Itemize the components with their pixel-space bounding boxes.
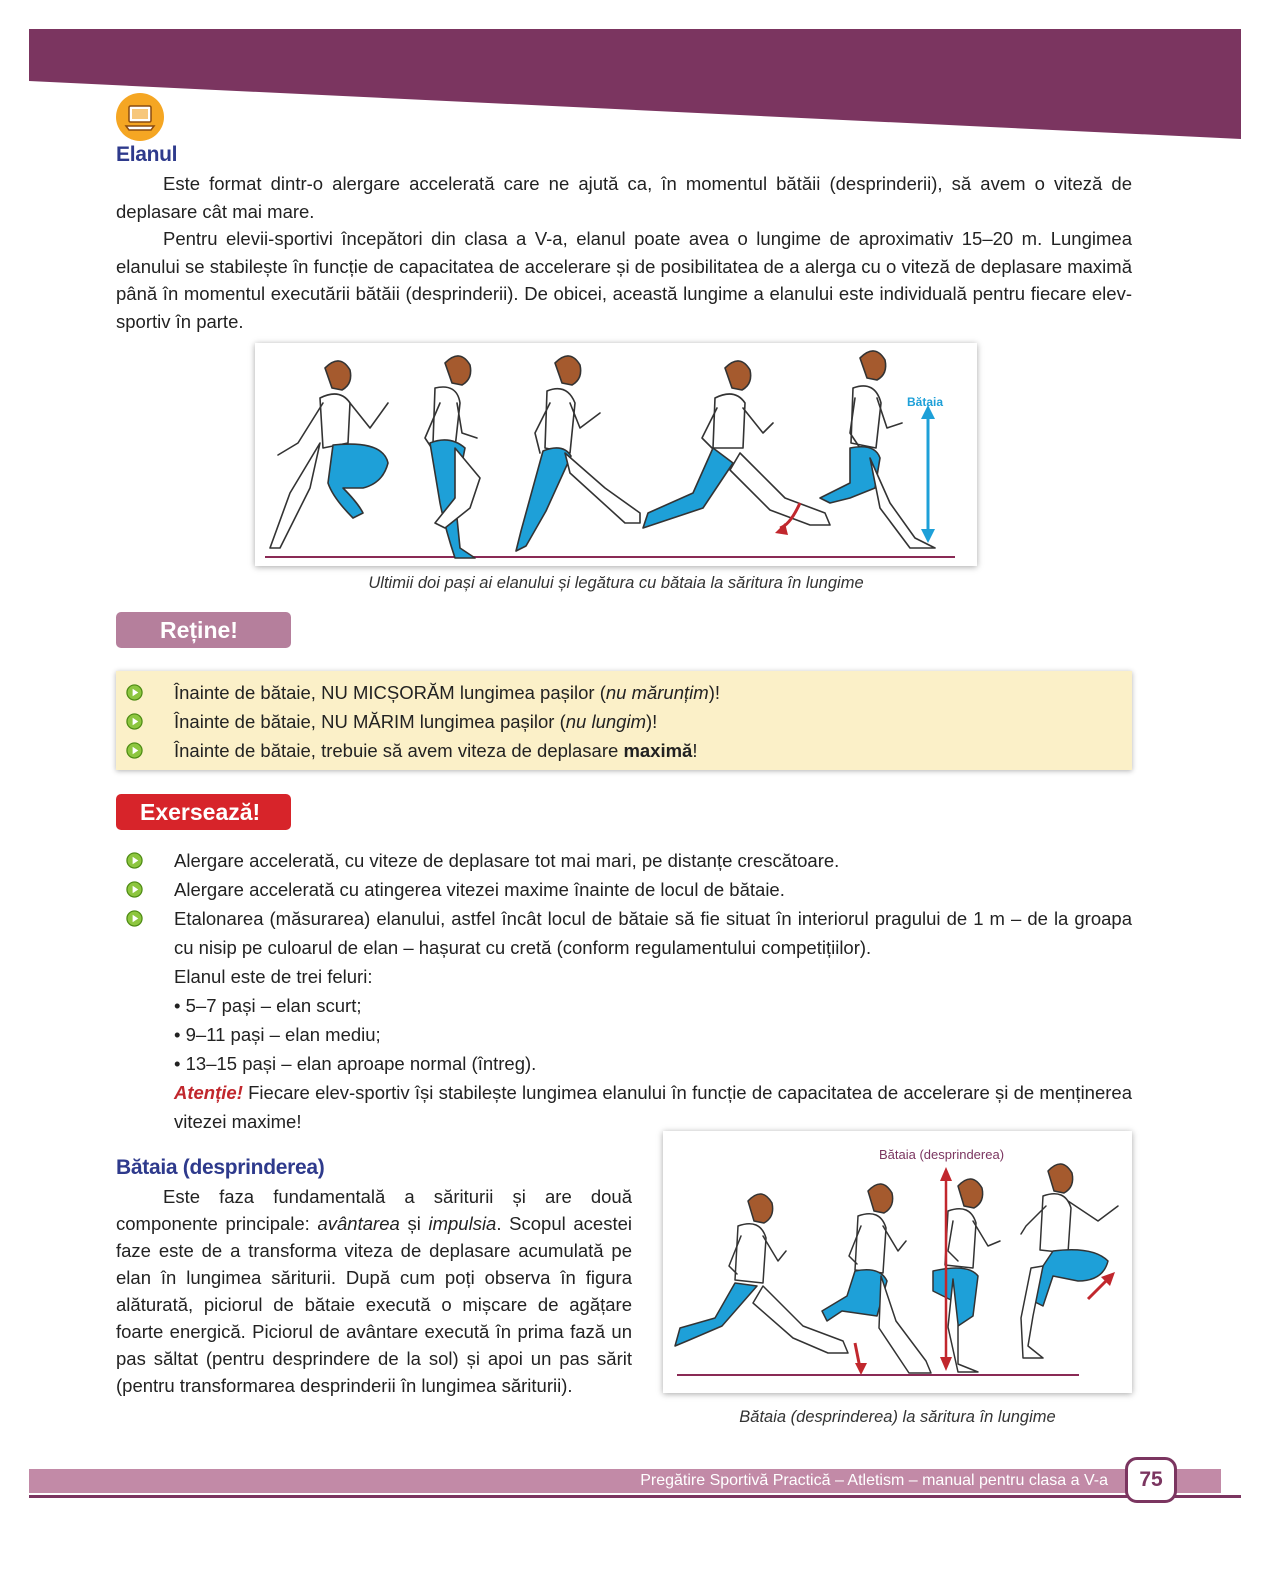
computer-icon (116, 93, 164, 141)
takeoff-illustration (663, 1131, 1132, 1393)
exerseaza-item: Alergare accelerată cu atingerea vitezei maxime înainte de locul de bătaie. (116, 875, 1132, 904)
takeoff-runner-figure (675, 1164, 1118, 1373)
elan-type-item: • 13–15 pași – elan aproape normal (întreg). (174, 1053, 537, 1074)
elan-type-item: • 9–11 pași – elan mediu; (174, 1024, 381, 1045)
section-title-elanul: Elanul (116, 143, 178, 166)
figure2-caption: Bătaia (desprinderea) la săritura în lungime (739, 1408, 1056, 1426)
bataia-label: Bătaia (907, 395, 944, 409)
page-number: 75 (1125, 1457, 1177, 1503)
bataia-text (116, 1183, 632, 1399)
bullet-icon (126, 713, 143, 730)
bullet-icon (126, 881, 143, 898)
exerseaza-content (116, 846, 1132, 1136)
runner-figure (270, 351, 935, 558)
exerseaza-item: Etalonarea (măsurarea) elanului, astfel încât locul de bătaie să fie situat în interiorul pragului de 1 m – de la groapa cu nisip pe culoarul de elan – hașurat cu cretă (conform regulamentului competițiilor). (116, 904, 1132, 962)
bullet-icon (126, 742, 143, 759)
exerseaza-item: Alergare accelerată, cu viteze de deplasare tot mai mari, pe distanțe crescătoare. (116, 846, 1132, 875)
bataia-desprinderea-label: Bătaia (desprinderea) (879, 1147, 1005, 1162)
elanul-paragraph-1: Este format dintr-o alergare accelerată care ne ajută ca, în momentul bătăii (desprinderii), să avem o viteză de deplasare cât mai mare. (116, 173, 1132, 222)
figure1-caption: Ultimii doi pași ai elanului și legătura cu bătaia la săritura în lungime (368, 574, 864, 592)
bullet-icon (126, 684, 143, 701)
atentie-label: Atenție! (174, 1082, 243, 1103)
elanul-paragraph-2: Pentru elevii-sportivi începători din clasa a V-a, elanul poate avea o lungime de aproximativ 15–20 m. Lungimea elanului se stabilește în funcție de capacitatea de accelerare și de posibilitatea de a alerga cu o viteză de deplasare maximă până în momentul executării bătăii (desprinderii). De obicei, această lungime a elanului este individuală pentru fiecare elev-sportiv în parte. (116, 228, 1132, 332)
bullet-icon (126, 910, 143, 927)
retine-item: Înainte de bătaie, trebuie să avem viteza de deplasare maximă! (116, 736, 1132, 765)
figure-takeoff (663, 1131, 1132, 1393)
exerseaza-tag: Exersează! (116, 794, 291, 830)
header-band (29, 29, 1241, 139)
retine-item: Înainte de bătaie, NU MICȘORĂM lungimea pașilor (nu mărunțim)! (116, 678, 1132, 707)
footer-text: Pregătire Sportivă Practică – Atletism – manual pentru clasa a V-a (640, 1472, 1108, 1489)
retine-tag: Reține! (116, 612, 291, 648)
bullet-icon (126, 852, 143, 869)
atentie-note: Atenție! Fiecare elev-sportiv își stabilește lungimea elanului în funcție de capacitatea de accelerare și de menținerea vitezei maxime! (174, 1082, 1132, 1132)
retine-note-box (116, 671, 1132, 770)
runners-illustration (255, 343, 977, 566)
retine-item: Înainte de bătaie, NU MĂRIM lungimea pașilor (nu lungim)! (116, 707, 1132, 736)
section-title-bataia: Bătaia (desprinderea) (116, 1156, 325, 1179)
elan-type-item: • 5–7 pași – elan scurt; (174, 995, 362, 1016)
footer-line (29, 1495, 1241, 1498)
bataia-paragraph: Este faza fundamentală a săriturii și are două componente principale: avântarea și impulsia. Scopul acestei faze este de a transforma viteza de deplasare acumulată pe elan în lungimea săriturii. După cum poți observa în figura alăturată, piciorul de bătaie execută o mișcare de agățare foarte energică. Piciorul de avântare execută în prima fază un pas săltat (pentru desprindere de la sol) și apoi un pas sărit (pentru transformarea desprinderii în lungimea săriturii). (116, 1186, 632, 1396)
elan-types-intro: Elanul este de trei feluri: (174, 966, 373, 987)
figure-last-steps (255, 343, 977, 566)
elanul-text (116, 170, 1132, 335)
